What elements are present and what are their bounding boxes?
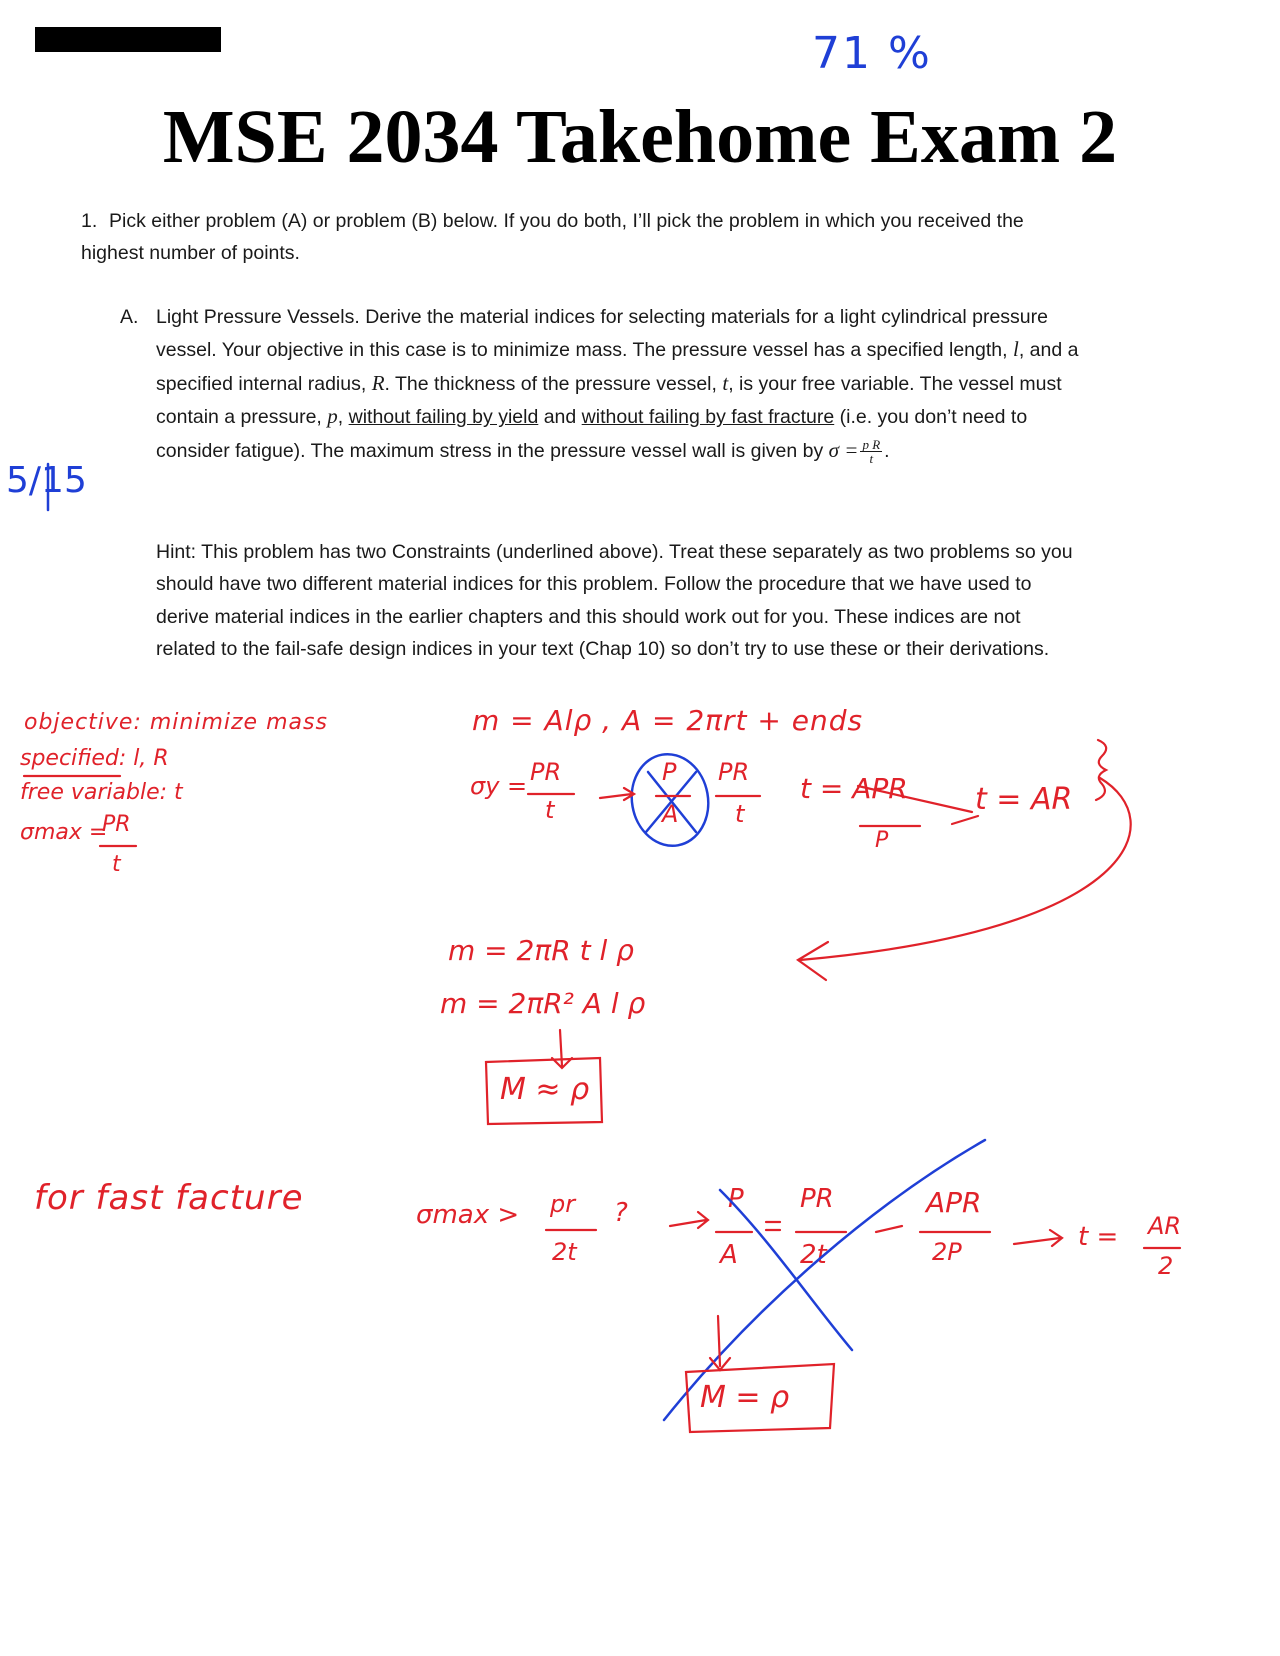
- mass-line-2: m = 2πR² A l ρ: [440, 987, 646, 1020]
- box-stroke: [686, 1364, 834, 1432]
- ff-p-num: P: [728, 1184, 744, 1214]
- text-run: , and a specified internal radius,: [156, 339, 1079, 395]
- var-t: t: [722, 370, 729, 395]
- problem-a-title: Light Pressure Vessels.: [156, 306, 360, 328]
- p-over-a-num: P: [662, 758, 677, 786]
- mass-line-1: m = 2πR t l ρ: [448, 934, 634, 967]
- ff-question: ?: [614, 1198, 628, 1228]
- text-run: .: [884, 439, 890, 462]
- arrowhead-stroke: [798, 942, 828, 980]
- arrow-stroke: [600, 788, 634, 800]
- question-1-text: Pick either problem (A) or problem (B) below. If you do both, I’ll pick the problem in which you received the highest number of points.: [81, 210, 1024, 264]
- constraint-fast-fracture: without failing by fast fracture: [581, 406, 835, 429]
- fraction-numerator: p R: [862, 436, 881, 452]
- ff-p-den: A: [720, 1240, 738, 1270]
- big-cross-stroke: [720, 1190, 852, 1350]
- arrow-stroke: [876, 1226, 902, 1232]
- arrow-stroke: [1014, 1230, 1062, 1246]
- big-cross-stroke: [664, 1140, 985, 1420]
- text-run: , is your free variable. The vessel must contain a pressure,: [156, 372, 1062, 429]
- p-over-a-den: A: [662, 800, 679, 828]
- text-run: Derive the material indices for selecting materials for a light cylindrical pressure vessel. Your objective in this case is to minimize mass. The pressure vessel has a specified length,: [156, 306, 1048, 362]
- ff-pr-num: PR: [800, 1184, 834, 1214]
- mass-equation: m = Alρ , A = 2πrt + ends: [472, 704, 864, 737]
- boxed-result-1: M ≈ ρ: [500, 1072, 590, 1107]
- text-run: (i.e. you don’t need to consider fatigue). The maximum stress in the pressure vessel wall is given by: [156, 406, 1028, 462]
- strike-stroke: [858, 786, 972, 812]
- exam-title: MSE 2034 Takehome Exam 2: [162, 95, 1118, 179]
- note-sigma-max: σmax =: [20, 820, 108, 845]
- note-specified: specified: l, R: [20, 746, 169, 771]
- ff-sigma: σmax >: [416, 1200, 520, 1230]
- eq-pr-num: PR: [718, 758, 750, 786]
- constraint-yield: without failing by yield: [348, 406, 539, 429]
- ff-pr-den: 2t: [800, 1240, 827, 1270]
- ff-apr-num: APR: [926, 1186, 982, 1219]
- sigma-y-num: PR: [530, 758, 562, 786]
- arrow-stroke: [670, 1212, 708, 1228]
- var-l: l: [1012, 337, 1019, 362]
- hint-text: Hint: This problem has two Constraints (underlined above). Treat these separately as two problems so you should have two different material indices for this problem. Follow the procedure that we have used to derive material indices in the earlier chapters and this should work out for you. These indices are not related to the fail-safe design indices in your text (Chap 10) so don’t try to use these or their derivations.: [156, 541, 1073, 661]
- text-run: ,: [337, 406, 349, 429]
- arrow-stroke: [552, 1030, 572, 1068]
- arrow-stroke: [952, 816, 978, 824]
- curved-arrow-stroke: [800, 778, 1131, 960]
- score-annotation: 5/15: [6, 460, 87, 501]
- eq-pr-den: t: [735, 800, 745, 828]
- note-free-variable: free variable: t: [20, 780, 183, 805]
- fast-fracture-label: for fast facture: [34, 1178, 304, 1218]
- ff-frac-den: 2t: [552, 1238, 577, 1266]
- problem-a-label: A.: [120, 306, 139, 328]
- t-apr-den: P: [875, 828, 889, 853]
- ff-apr-den: 2P: [932, 1238, 962, 1266]
- sigma-y-den: t: [545, 796, 555, 824]
- boxed-result-2: M = ρ: [700, 1380, 790, 1415]
- note-sigma-max-num: PR: [102, 812, 131, 837]
- var-p: p: [327, 404, 338, 429]
- t-ar: t = AR: [975, 782, 1073, 817]
- ff-frac-num: pr: [550, 1190, 576, 1218]
- note-objective: objective: minimize mass: [24, 710, 328, 735]
- fraction-denominator: t: [869, 450, 874, 466]
- arrow-stroke: [710, 1316, 730, 1370]
- text-run: . The thickness of the pressure vessel,: [384, 372, 723, 395]
- ff-t-den: 2: [1158, 1252, 1174, 1280]
- text-run: and: [538, 406, 582, 429]
- ff-t-num: AR: [1148, 1212, 1182, 1240]
- box-stroke: [486, 1058, 602, 1124]
- sigma-equation: σ =: [828, 437, 859, 462]
- grade-annotation: 71 %: [812, 28, 932, 79]
- ff-t: t =: [1078, 1222, 1119, 1252]
- var-r: R: [371, 370, 385, 395]
- brace-stroke: [1096, 740, 1106, 800]
- question-number: 1.: [81, 210, 98, 232]
- t-apr: t = APR: [800, 772, 908, 805]
- sigma-y-lhs: σy =: [470, 772, 528, 800]
- note-sigma-max-den: t: [112, 852, 121, 877]
